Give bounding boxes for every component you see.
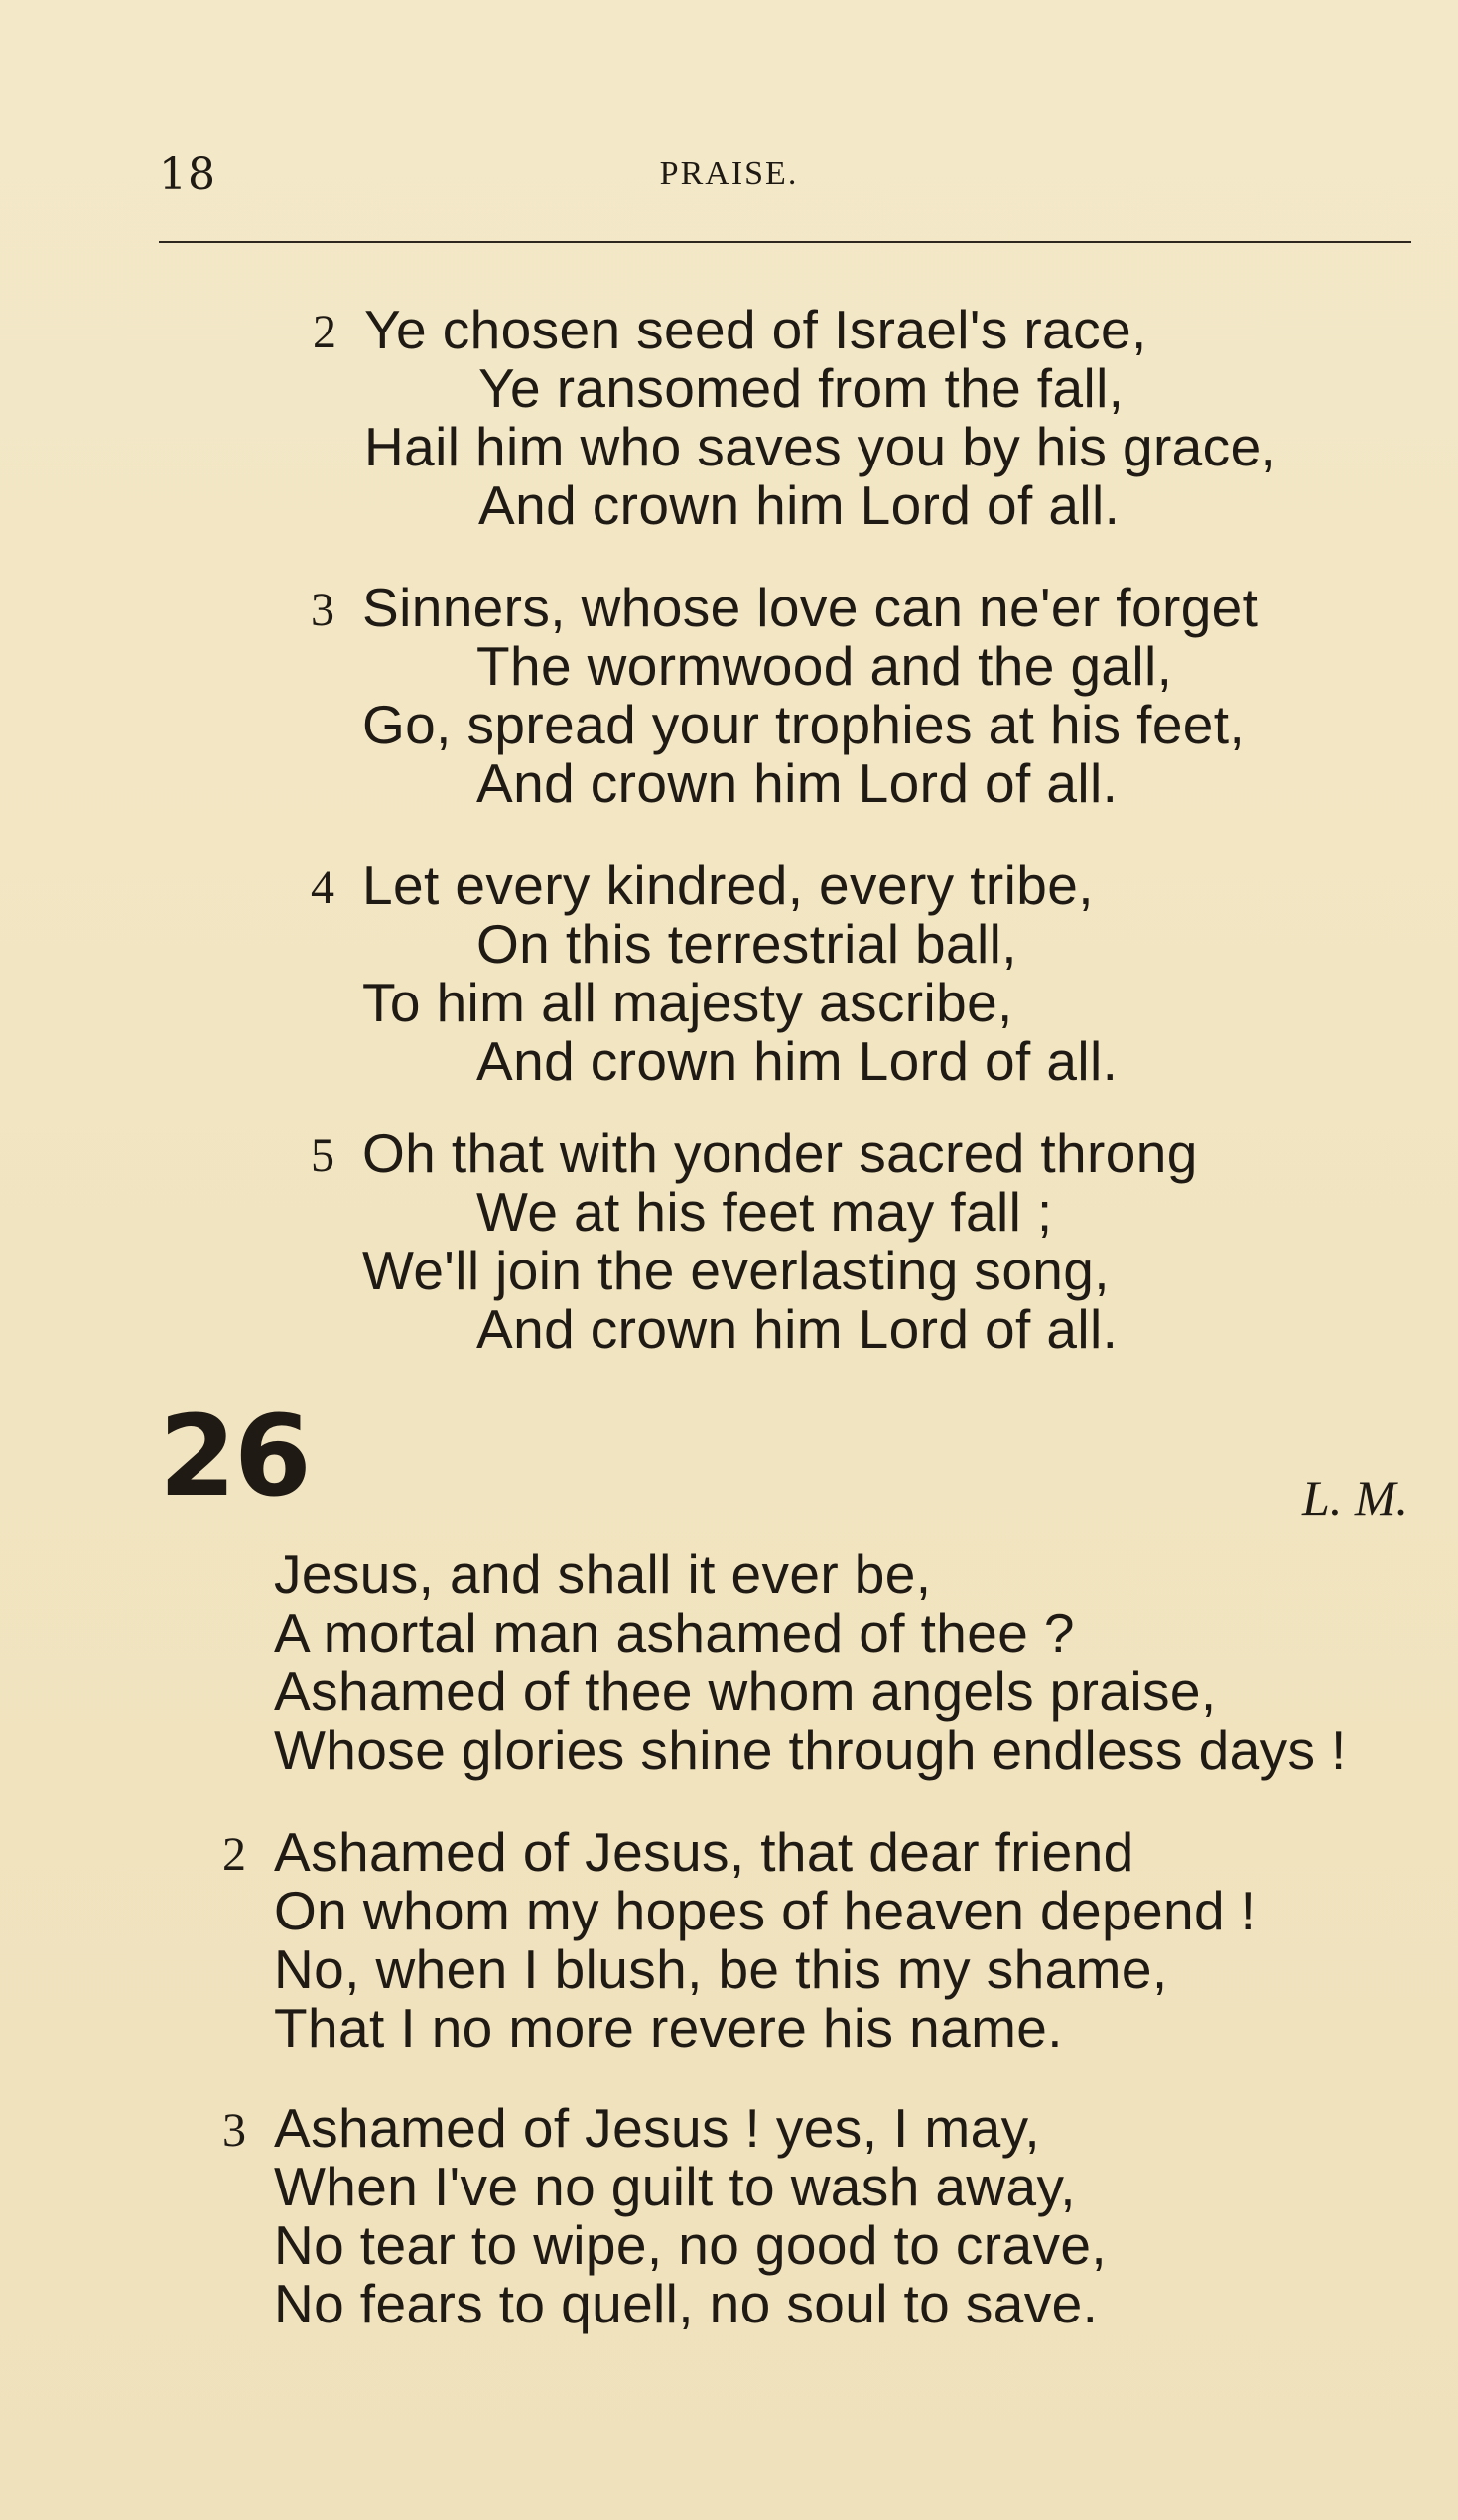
hymn-meter: L. M. xyxy=(1302,1470,1408,1525)
verse-line: Jesus, and shall it ever be, xyxy=(274,1543,932,1605)
verse-line: And crown him Lord of all. xyxy=(476,1030,1119,1092)
verse-line: Whose glories shine through endless days ! xyxy=(274,1719,1347,1781)
verse-prev-5 xyxy=(311,1123,1198,1360)
verse-line: When I've no guilt to wash away, xyxy=(274,2156,1076,2217)
verse-line: Hail him who saves you by his grace, xyxy=(364,416,1277,477)
verse-line: Ashamed of thee whom angels praise, xyxy=(274,1660,1217,1722)
verse-line: And crown him Lord of all. xyxy=(478,474,1121,536)
verse-line: On whom my hopes of heaven depend ! xyxy=(274,1880,1257,1941)
header-rule xyxy=(159,241,1411,243)
running-head: PRAISE. xyxy=(659,155,799,192)
verse-26-3 xyxy=(222,2097,1108,2334)
verse-prev-3 xyxy=(311,577,1259,814)
verse-26-1 xyxy=(274,1545,1347,1780)
page-number: 18 xyxy=(159,149,216,199)
verse-line: 2 Ashamed of Jesus, that dear friend xyxy=(222,1821,1134,1883)
verse-number: 5 xyxy=(311,1129,335,1182)
verse-line: The wormwood and the gall, xyxy=(476,635,1173,697)
page-header xyxy=(159,149,1299,199)
verse-number: 3 xyxy=(311,584,335,636)
verse-line: No fears to quell, no soul to save. xyxy=(274,2273,1099,2334)
verse-prev-2 xyxy=(313,299,1277,536)
verse-26-2 xyxy=(222,1821,1257,2058)
verse-line: 3 Ashamed of Jesus ! yes, I may, xyxy=(222,2097,1041,2159)
verse-prev-4 xyxy=(311,855,1119,1092)
verse-line: 4 Let every kindred, every tribe, xyxy=(311,855,1094,916)
verse-number: 2 xyxy=(222,1828,247,1881)
verse-line: To him all majesty ascribe, xyxy=(362,972,1013,1033)
verse-line: And crown him Lord of all. xyxy=(476,1298,1119,1360)
hymn-number: 26 xyxy=(159,1393,310,1522)
verse-number: 3 xyxy=(222,2104,247,2157)
verse-number: 4 xyxy=(311,862,335,914)
verse-line: We'll join the everlasting song, xyxy=(362,1240,1110,1301)
verse-line: 2 Ye chosen seed of Israel's race, xyxy=(313,299,1147,360)
verse-line: We at his feet may fall ; xyxy=(476,1181,1053,1243)
verse-line: No, when I blush, be this my shame, xyxy=(274,1938,1168,2000)
verse-line: 3 Sinners, whose love can ne'er forget xyxy=(311,577,1259,638)
verse-line: That I no more revere his name. xyxy=(274,1997,1063,2058)
verse-line: 5 Oh that with yonder sacred throng xyxy=(311,1123,1198,1184)
verse-line: And crown him Lord of all. xyxy=(476,752,1119,814)
verse-line: A mortal man ashamed of thee ? xyxy=(274,1602,1075,1663)
verse-number: 2 xyxy=(313,306,337,358)
verse-line: Go, spread your trophies at his feet, xyxy=(362,694,1246,755)
verse-line: On this terrestrial ball, xyxy=(476,913,1017,975)
verse-line: Ye ransomed from the fall, xyxy=(478,357,1125,419)
verse-line: No tear to wipe, no good to crave, xyxy=(274,2214,1108,2276)
